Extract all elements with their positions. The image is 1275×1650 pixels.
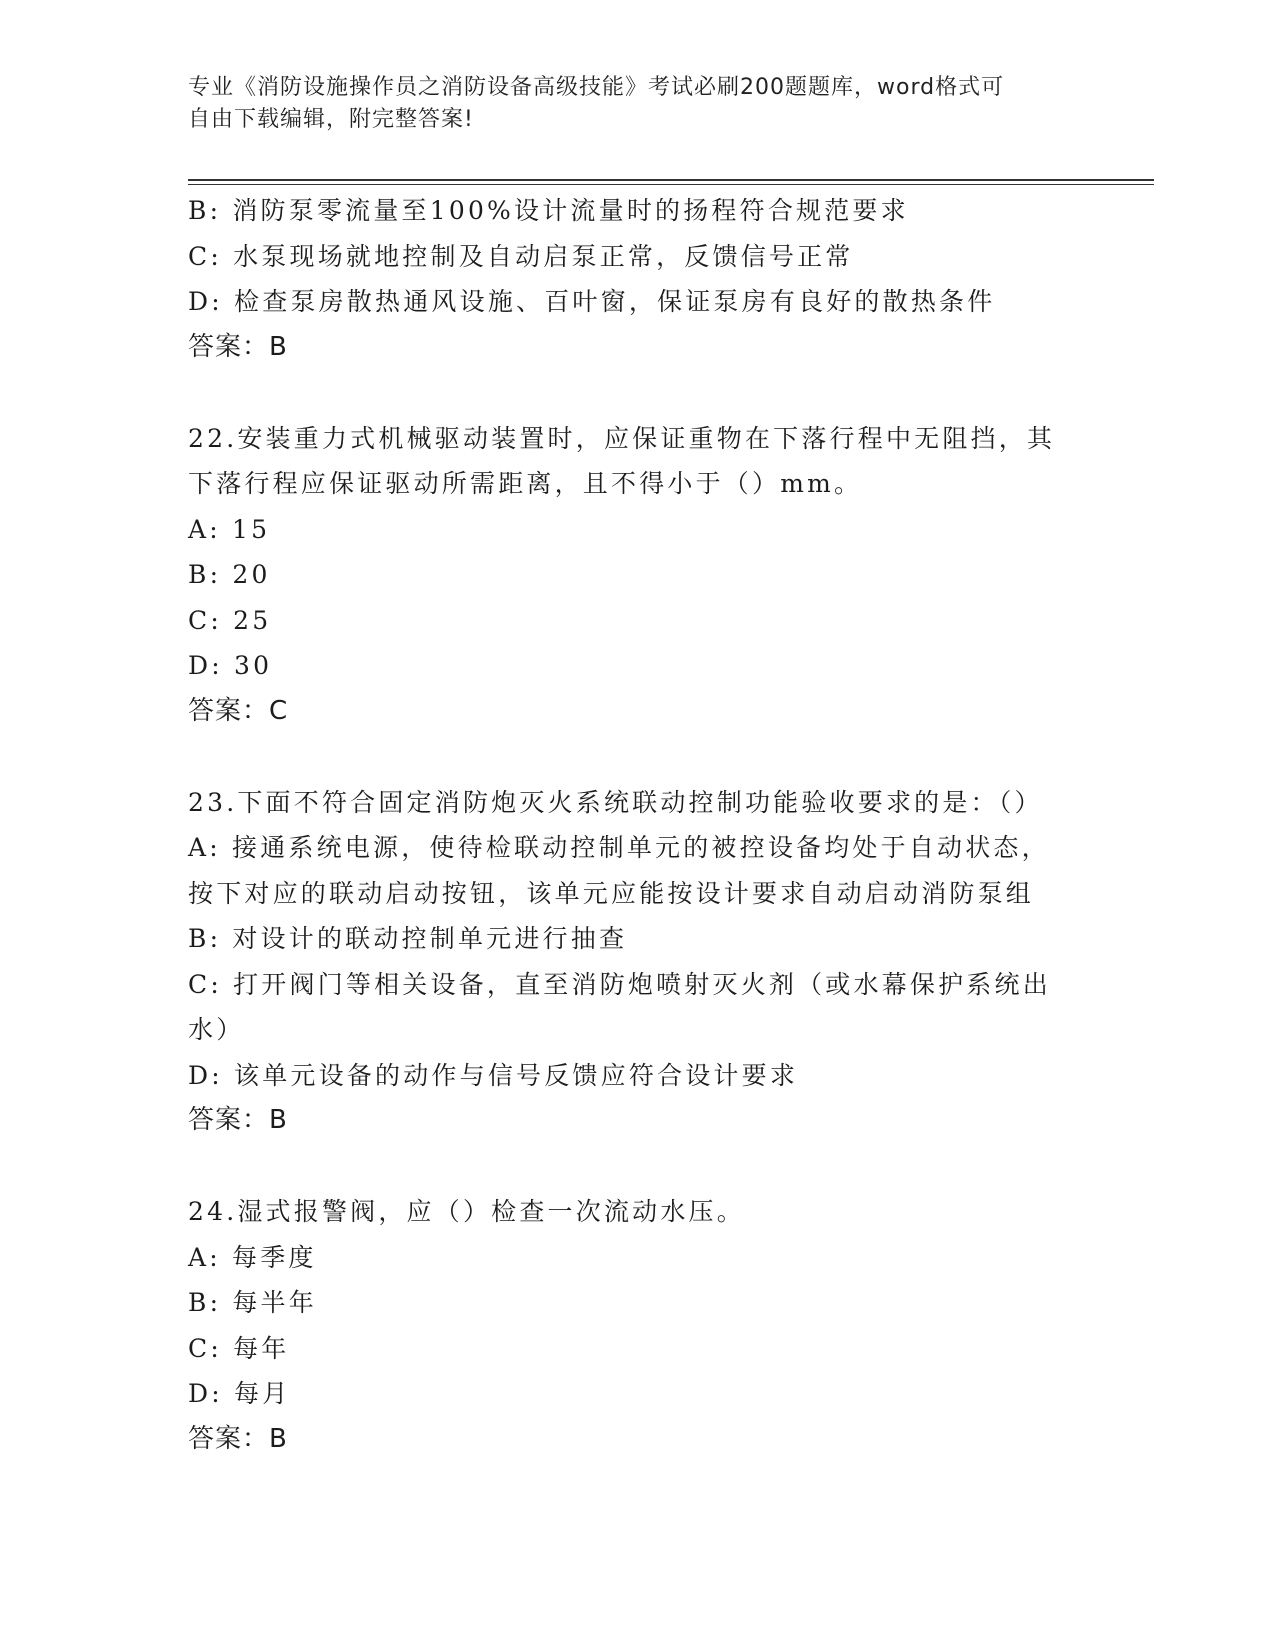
q24-option-a: A: 每季度 — [188, 1242, 317, 1272]
q22-stem-line-2: 下落行程应保证驱动所需距离，且不得小于（）mm。 — [188, 469, 863, 498]
q23-option-a-line-1: A: 接通系统电源，使待检联动控制单元的被控设备均处于自动状态， — [188, 833, 1050, 862]
q22-option-a: A: 15 — [188, 514, 271, 544]
question-content — [188, 188, 1088, 1462]
document-header — [188, 72, 1068, 136]
q21-option-b: B: 消防泵零流量至100%设计流量时的扬程符合规范要求 — [188, 196, 909, 225]
header-divider — [188, 179, 1154, 185]
q23-option-a-line-2: 按下对应的联动启动按钮，该单元应能按设计要求自动启动消防泵组 — [188, 878, 1035, 908]
q24-option-b: B: 每半年 — [188, 1288, 317, 1317]
q22-option-b: B: 20 — [188, 560, 271, 589]
spacer — [188, 734, 1088, 780]
q22-stem-line-1: 22.安装重力式机械驱动装置时，应保证重物在下落行程中无阻挡，其 — [188, 423, 1056, 453]
q23-option-d: D: 该单元设备的动作与信号反馈应符合设计要求 — [188, 1060, 799, 1090]
spacer — [188, 370, 1088, 416]
q21-option-c: C: 水泵现场就地控制及自动启泵正常，反馈信号正常 — [188, 241, 854, 271]
q24-option-d: D: 每月 — [188, 1379, 291, 1408]
q24-option-c: C: 每年 — [188, 1333, 290, 1363]
q24-stem: 24.湿式报警阀，应（）检查一次流动水压。 — [188, 1197, 745, 1226]
header-line-2: 自由下载编辑，附完整答案! — [188, 107, 474, 132]
q23-option-c-line-2: 水） — [188, 1015, 245, 1044]
q23-option-b: B: 对设计的联动控制单元进行抽查 — [188, 924, 628, 953]
q23-answer: 答案：B — [188, 1105, 288, 1135]
q22-option-d: D: 30 — [188, 651, 273, 680]
q22-answer: 答案：C — [188, 695, 289, 726]
q24-answer: 答案：B — [188, 1423, 288, 1454]
spacer — [188, 1144, 1088, 1190]
q21-option-d: D: 检查泵房散热通风设施、百叶窗，保证泵房有良好的散热条件 — [188, 287, 996, 316]
q21-answer: 答案：B — [188, 331, 288, 362]
q22-option-c: C: 25 — [188, 605, 272, 635]
q23-stem: 23.下面不符合固定消防炮灭火系统联动控制功能验收要求的是：（） — [188, 787, 1043, 817]
q23-option-c-line-1: C: 打开阀门等相关设备，直至消防炮喷射灭火剂（或水幕保护系统出 — [188, 969, 1051, 999]
header-line-1: 专业《消防设施操作员之消防设备高级技能》考试必刷200题题库，word格式可 — [188, 75, 1005, 100]
